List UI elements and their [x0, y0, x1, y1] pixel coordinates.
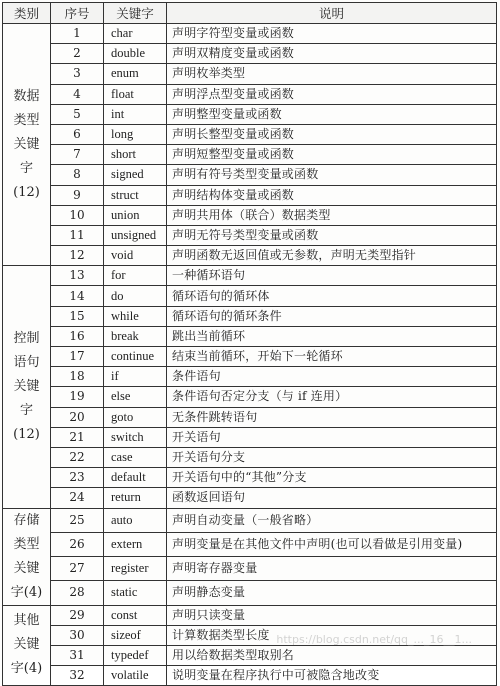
category-label-line: (12) — [13, 426, 40, 442]
table-row — [3, 64, 497, 84]
category-label-line: 语句 — [13, 354, 40, 370]
keyword-cell: void — [104, 246, 167, 266]
number-cell: 8 — [51, 165, 104, 185]
category-label-line: 类型 — [13, 536, 40, 552]
number-cell: 14 — [51, 286, 104, 306]
description-cell: 循环语句的循环体 — [167, 286, 497, 306]
header-keyword: 关键字 — [104, 3, 167, 24]
category-label-line: 字(4) — [10, 584, 43, 600]
keyword-cell: switch — [104, 427, 167, 447]
number-cell: 29 — [51, 605, 104, 625]
table-row — [3, 225, 497, 245]
description-cell: 声明长整型变量或函数 — [167, 124, 497, 144]
category-label-line: 类型 — [13, 112, 40, 128]
header-row — [3, 3, 497, 24]
keyword-cell: extern — [104, 532, 167, 556]
header-description: 说明 — [167, 3, 497, 24]
number-cell: 25 — [51, 508, 104, 532]
category-label-line: 关键 — [13, 378, 40, 394]
table-row — [3, 605, 497, 625]
keyword-cell: case — [104, 447, 167, 467]
category-cell — [3, 24, 51, 266]
description-cell: 说明变量在程序执行中可被隐含地改变 — [167, 666, 497, 686]
number-cell: 30 — [51, 625, 104, 645]
keyword-cell: int — [104, 104, 167, 124]
table-row — [3, 508, 497, 532]
category-label-line: 数据 — [13, 88, 40, 104]
table-row — [3, 124, 497, 144]
category-label-line: (12) — [13, 184, 40, 200]
number-cell: 31 — [51, 645, 104, 665]
number-cell: 27 — [51, 557, 104, 581]
description-cell: 声明变量是在其他文件中声明(也可以看做是引用变量) — [167, 532, 497, 556]
table-row — [3, 44, 497, 64]
number-cell: 23 — [51, 468, 104, 488]
description-cell: 条件语句 — [167, 367, 497, 387]
description-cell: 声明枚举类型 — [167, 64, 497, 84]
table-row — [3, 557, 497, 581]
table-row — [3, 205, 497, 225]
table-row — [3, 666, 497, 686]
number-cell: 11 — [51, 225, 104, 245]
table-body — [3, 24, 497, 686]
table-row — [3, 447, 497, 467]
header-category: 类别 — [3, 3, 51, 24]
table-row — [3, 347, 497, 367]
number-cell: 20 — [51, 407, 104, 427]
keyword-cell: default — [104, 468, 167, 488]
number-cell: 12 — [51, 246, 104, 266]
number-cell: 4 — [51, 84, 104, 104]
description-cell: 函数返回语句 — [167, 488, 497, 508]
keyword-cell: goto — [104, 407, 167, 427]
table-row — [3, 488, 497, 508]
description-cell: 声明结构体变量或函数 — [167, 185, 497, 205]
table-row — [3, 387, 497, 407]
keyword-cell: enum — [104, 64, 167, 84]
table-row — [3, 407, 497, 427]
description-cell: 条件语句否定分支（与 if 连用） — [167, 387, 497, 407]
keyword-cell: static — [104, 581, 167, 605]
number-cell: 16 — [51, 326, 104, 346]
description-cell: 声明函数无返回值或无参数，声明无类型指针 — [167, 246, 497, 266]
number-cell: 5 — [51, 104, 104, 124]
category-label-line: 关键 — [13, 637, 40, 653]
description-cell: 声明有符号类型变量或函数 — [167, 165, 497, 185]
table-row — [3, 532, 497, 556]
table-row — [3, 84, 497, 104]
number-cell: 32 — [51, 666, 104, 686]
number-cell: 19 — [51, 387, 104, 407]
keyword-cell: break — [104, 326, 167, 346]
description-cell: 声明字符型变量或函数 — [167, 24, 497, 44]
table-row — [3, 468, 497, 488]
number-cell: 1 — [51, 24, 104, 44]
category-label-line: 存储 — [13, 512, 40, 528]
category-label-line: 控制 — [13, 330, 40, 346]
description-cell: 开关语句中的“其他”分支 — [167, 468, 497, 488]
keyword-cell: continue — [104, 347, 167, 367]
description-cell: 跳出当前循环 — [167, 326, 497, 346]
category-label-line: 关键 — [13, 560, 40, 576]
keyword-cell: while — [104, 306, 167, 326]
keyword-cell: union — [104, 205, 167, 225]
keyword-cell: if — [104, 367, 167, 387]
description-cell: 循环语句的循环条件 — [167, 306, 497, 326]
keyword-cell: signed — [104, 165, 167, 185]
table-row — [3, 165, 497, 185]
number-cell: 24 — [51, 488, 104, 508]
number-cell: 28 — [51, 581, 104, 605]
description-cell: 声明短整型变量或函数 — [167, 145, 497, 165]
number-cell: 17 — [51, 347, 104, 367]
keyword-cell: for — [104, 266, 167, 286]
description-cell: 声明浮点型变量或函数 — [167, 84, 497, 104]
table-row — [3, 145, 497, 165]
description-cell: 开关语句 — [167, 427, 497, 447]
keyword-cell: unsigned — [104, 225, 167, 245]
keyword-cell: struct — [104, 185, 167, 205]
description-cell: 一种循环语句 — [167, 266, 497, 286]
number-cell: 15 — [51, 306, 104, 326]
keyword-cell: volatile — [104, 666, 167, 686]
number-cell: 26 — [51, 532, 104, 556]
number-cell: 7 — [51, 145, 104, 165]
category-cell — [3, 508, 51, 605]
category-label-line: 关键 — [13, 136, 40, 152]
description-cell: 声明只读变量 — [167, 605, 497, 625]
keyword-cell: register — [104, 557, 167, 581]
description-cell: 开关语句分支 — [167, 447, 497, 467]
keyword-cell: auto — [104, 508, 167, 532]
number-cell: 9 — [51, 185, 104, 205]
table-row — [3, 306, 497, 326]
keyword-table — [2, 2, 497, 686]
description-cell: 计算数据类型长度 — [167, 625, 497, 645]
table-row — [3, 645, 497, 665]
number-cell: 2 — [51, 44, 104, 64]
category-label-line: 其他 — [13, 613, 40, 629]
category-cell — [3, 605, 51, 686]
description-cell: 声明静态变量 — [167, 581, 497, 605]
description-cell: 无条件跳转语句 — [167, 407, 497, 427]
table-row — [3, 104, 497, 124]
number-cell: 21 — [51, 427, 104, 447]
description-cell: 声明双精度变量或函数 — [167, 44, 497, 64]
table-row — [3, 266, 497, 286]
description-cell: 声明无符号类型变量或函数 — [167, 225, 497, 245]
number-cell: 10 — [51, 205, 104, 225]
keyword-cell: return — [104, 488, 167, 508]
description-cell: 结束当前循环，开始下一轮循环 — [167, 347, 497, 367]
category-label-line: 字(4) — [10, 661, 43, 677]
table-row — [3, 367, 497, 387]
number-cell: 22 — [51, 447, 104, 467]
keyword-cell: short — [104, 145, 167, 165]
number-cell: 6 — [51, 124, 104, 144]
keyword-cell: double — [104, 44, 167, 64]
table-row — [3, 286, 497, 306]
category-label-line: 字 — [19, 160, 33, 176]
description-cell: 声明寄存器变量 — [167, 557, 497, 581]
keyword-cell: sizeof — [104, 625, 167, 645]
keyword-cell: else — [104, 387, 167, 407]
header-number: 序号 — [51, 3, 104, 24]
category-cell — [3, 266, 51, 508]
description-cell: 用以给数据类型取别名 — [167, 645, 497, 665]
keyword-cell: do — [104, 286, 167, 306]
number-cell: 18 — [51, 367, 104, 387]
keyword-cell: const — [104, 605, 167, 625]
description-cell: 声明共用体（联合）数据类型 — [167, 205, 497, 225]
table-row — [3, 326, 497, 346]
table-row — [3, 427, 497, 447]
category-label-line: 字 — [19, 402, 33, 418]
number-cell: 13 — [51, 266, 104, 286]
description-cell: 声明自动变量（一般省略） — [167, 508, 497, 532]
table-row — [3, 246, 497, 266]
keyword-cell: char — [104, 24, 167, 44]
table-row — [3, 24, 497, 44]
table-row — [3, 185, 497, 205]
keyword-cell: typedef — [104, 645, 167, 665]
watermark: https://blog.csdn.net/qq_..._16__1... — [276, 633, 472, 646]
description-cell: 声明整型变量或函数 — [167, 104, 497, 124]
keyword-cell: float — [104, 84, 167, 104]
keyword-cell: long — [104, 124, 167, 144]
table-row — [3, 581, 497, 605]
number-cell: 3 — [51, 64, 104, 84]
